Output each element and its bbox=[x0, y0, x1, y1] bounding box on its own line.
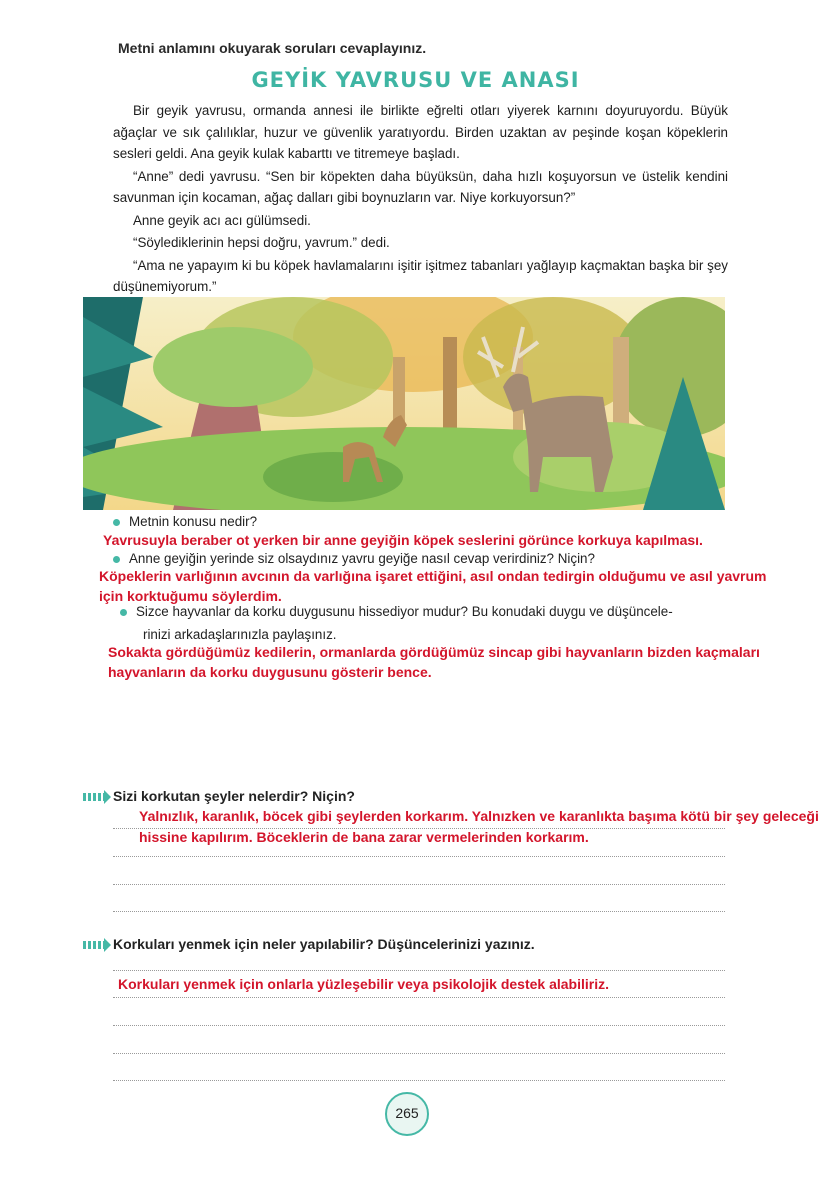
arrow-icon bbox=[83, 941, 105, 949]
story-title: GEYİK YAVRUSU VE ANASI bbox=[251, 68, 580, 92]
story-paragraph: “Söylediklerinin hepsi doğru, yavrum.” dedi. bbox=[133, 235, 390, 250]
section-1-answer-line-2: hissine kapılırım. Böceklerin de bana zarar vermelerinden korkarım. bbox=[139, 829, 589, 845]
question-1 bbox=[113, 514, 257, 529]
writing-line bbox=[113, 911, 725, 912]
section-heading-text: Sizi korkutan şeyler nelerdir? Niçin? bbox=[113, 788, 355, 804]
question-text: Sizce hayvanlar da korku duygusunu hissediyor mudur? Bu konudaki duygu ve düşüncele- bbox=[136, 604, 673, 619]
writing-line bbox=[113, 997, 725, 998]
bullet-icon bbox=[120, 609, 127, 616]
story-paragraph: “Anne” dedi yavrusu. “Sen bir köpekten daha büyüksün, daha hızlı koşuyorsun ve üstelik kendini savunman için kocaman, ağaç dalları gibi boynuzların var. Niye korkuyorsun?” bbox=[113, 168, 728, 205]
writing-line bbox=[113, 1025, 725, 1026]
section-1-heading bbox=[83, 788, 355, 804]
arrow-icon bbox=[83, 793, 105, 801]
story-text bbox=[113, 100, 728, 299]
section-2-heading bbox=[83, 936, 535, 952]
answer-3-line-2: hayvanların da korku duygusunu gösterir bence. bbox=[108, 664, 432, 680]
answer-1: Yavrusuyla beraber ot yerken bir anne geyiğin köpek seslerini görünce korkuya kapılması. bbox=[103, 532, 703, 548]
writing-line bbox=[113, 970, 725, 971]
story-paragraph: Anne geyik acı acı gülümsedi. bbox=[133, 212, 311, 228]
question-text: Metnin konusu nedir? bbox=[129, 514, 258, 529]
story-paragraph: “Ama ne yapayım ki bu köpek havlamalarını işitir işitmez tabanları yağlayıp kaçmaktan başka bir şey düşünemiyorum.” bbox=[113, 257, 728, 294]
instruction-text: Metni anlamını okuyarak soruları cevaplayınız. bbox=[118, 40, 427, 56]
writing-line bbox=[113, 1080, 725, 1081]
section-heading-text: Korkuları yenmek için neler yapılabilir? Düşüncelerinizi yazınız. bbox=[113, 936, 535, 952]
question-text: Anne geyiğin yerinde siz olsaydınız yavru geyiğe nasıl cevap verirdiniz? Niçin? bbox=[129, 551, 595, 566]
story-paragraph: Bir geyik yavrusu, ormanda annesi ile birlikte eğrelti otları yiyerek karnını doyuruyordu. Büyük ağaçlar ve sık çalılıklar, huzur ve güvenlik yaratıyordu. Birden uzaktan av peşinde koşan köpeklerin sesleri geldi. Ana geyik kulak kabarttı ve titremeye başladı. bbox=[113, 103, 728, 161]
question-3-line-2: rinizi arkadaşlarınızla paylaşınız. bbox=[143, 627, 337, 642]
question-3 bbox=[120, 604, 673, 619]
page-number: 265 bbox=[385, 1092, 429, 1136]
writing-line bbox=[113, 884, 725, 885]
section-1-answer-line-1: Yalnızlık, karanlık, böcek gibi şeylerden korkarım. Yalnızken ve karanlıkta başıma kötü bir şey geleceği bbox=[139, 808, 819, 824]
section-2-answer: Korkuları yenmek için onlarla yüzleşebilir veya psikolojik destek alabiliriz. bbox=[118, 976, 609, 992]
question-2 bbox=[113, 551, 595, 566]
bullet-icon bbox=[113, 556, 120, 563]
bullet-icon bbox=[113, 519, 120, 526]
answer-2-line-2: için korktuğumu söylerdim. bbox=[99, 588, 282, 604]
writing-line bbox=[113, 1053, 725, 1054]
answer-3-line-1: Sokakta gördüğümüz kedilerin, ormanlarda gördüğümüz sincap gibi hayvanların bizden kaçmaları bbox=[108, 644, 760, 660]
answer-2-line-1: Köpeklerin varlığının avcının da varlığına işaret ettiğini, asıl ondan tedirgin olduğumu ve asıl yavrum bbox=[99, 568, 767, 584]
writing-line bbox=[113, 856, 725, 857]
forest-deer-illustration bbox=[83, 297, 725, 510]
